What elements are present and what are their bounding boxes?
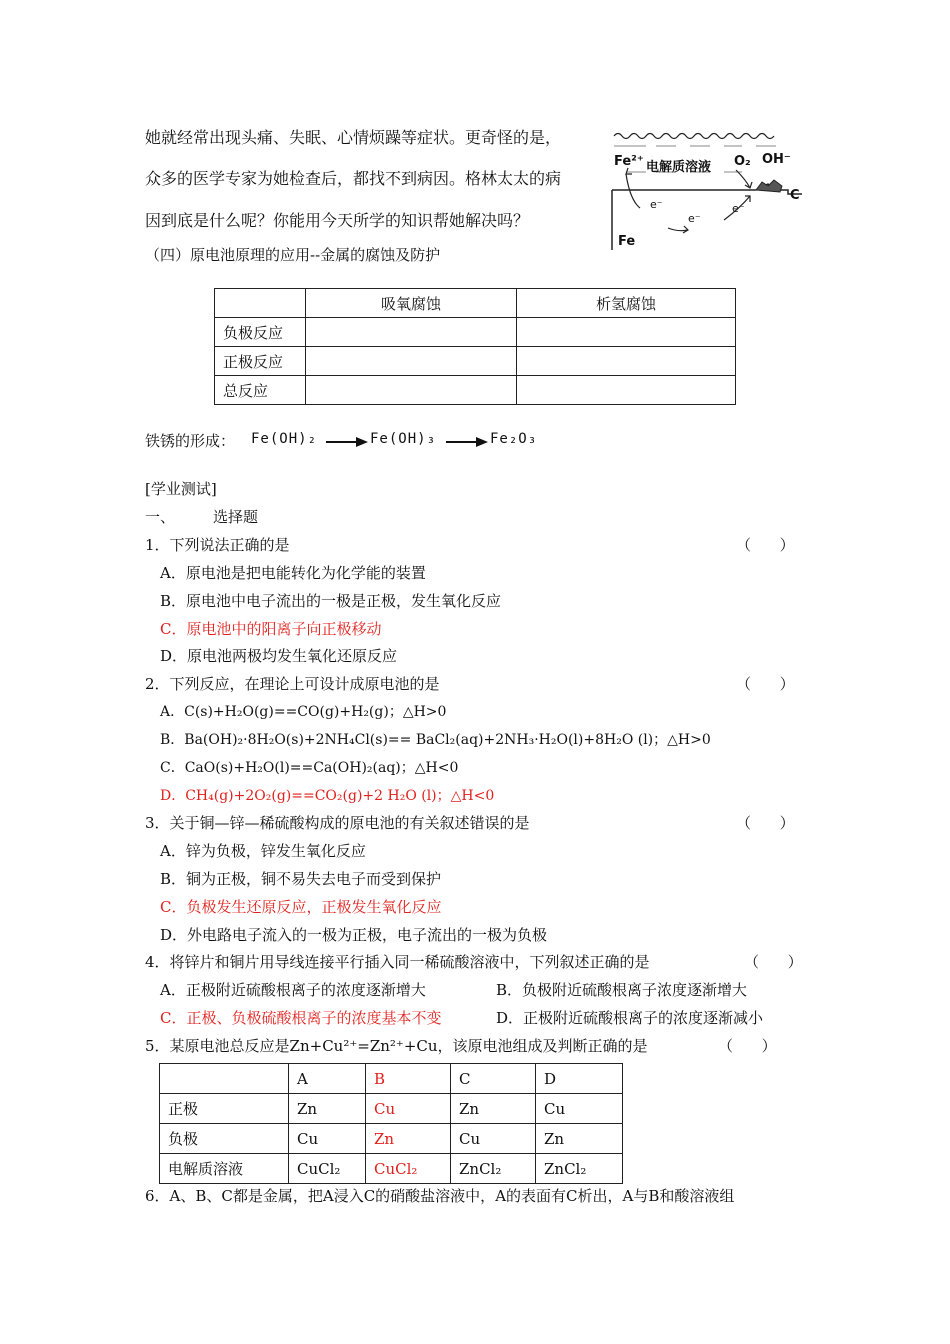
q1-option-b: B．原电池中电子流出的一极是正极，发生氧化反应 — [160, 592, 502, 610]
table-row — [160, 1124, 623, 1154]
table-cell: Cu — [289, 1124, 366, 1154]
table-header-oxygen: 吸氧腐蚀 — [306, 289, 517, 318]
iron-label: Fe — [618, 234, 636, 249]
q5-header-b: B — [366, 1064, 451, 1094]
q5-stem: 5．某原电池总反应是Zn+Cu²⁺=Zn²⁺+Cu，该原电池组成及判断正确的是 — [145, 1037, 648, 1055]
electron-label-2: e⁻ — [688, 212, 701, 225]
table-cell: Zn — [366, 1124, 451, 1154]
q4-answer-blank[interactable]: （ ） — [744, 953, 803, 971]
q3-answer-blank[interactable]: （ ） — [736, 814, 795, 832]
table-cell: CuCl₂ — [366, 1154, 451, 1184]
q3-stem: 3．关于铜—锌—稀硫酸构成的原电池的有关叙述错误的是 — [145, 814, 530, 832]
table-cell — [517, 376, 736, 405]
q4-stem: 4．将锌片和铜片用导线连接平行插入同一稀硫酸溶液中，下列叙述正确的是 — [145, 953, 650, 971]
table-cell: Cu — [366, 1094, 451, 1124]
intro-line-3: 因到底是什么呢？你能用今天所学的知识帮她解决吗？ — [145, 211, 530, 230]
q1-option-a: A．原电池是把电能转化为化学能的装置 — [160, 564, 426, 582]
q5-header-c: C — [451, 1064, 536, 1094]
intro-line-1: 她就经常出现头痛、失眠、心情烦躁等症状。更奇怪的是， — [145, 128, 562, 147]
q5-table — [159, 1063, 623, 1184]
corrosion-table — [214, 288, 736, 405]
table-cell: Zn — [289, 1094, 366, 1124]
rust-label: 铁锈的形成： — [145, 432, 236, 450]
table-row — [160, 1154, 623, 1184]
table-header-hydrogen: 析氢腐蚀 — [517, 289, 736, 318]
row-label-anode: 负极反应 — [215, 318, 306, 347]
section4-title: （四）原电池原理的应用--金属的腐蚀及防护 — [145, 246, 441, 264]
table-cell — [306, 376, 517, 405]
section1-title: 选择题 — [213, 508, 259, 526]
q3-option-a: A．锌为负极，锌发生氧化反应 — [160, 842, 366, 860]
rust-step-1: Fe(OH)₂ — [251, 431, 318, 447]
table-row — [215, 347, 736, 376]
table-cell — [306, 347, 517, 376]
q5-row-label: 负极 — [160, 1124, 289, 1154]
table-cell: ZnCl₂ — [536, 1154, 623, 1184]
o2-label: O₂ — [734, 154, 751, 169]
q3-option-c: C．负极发生还原反应，正极发生氧化反应 — [160, 898, 442, 916]
q2-option-d: D．CH₄(g)+2O₂(g)==CO₂(g)+2 H₂O (l)；△H<0 — [160, 788, 495, 804]
q2-option-c: C．CaO(s)+H₂O(l)==Ca(OH)₂(aq)；△H<0 — [160, 760, 459, 776]
q2-answer-blank[interactable]: （ ） — [736, 675, 795, 693]
q2-option-b: B．Ba(OH)₂·8H₂O(s)+2NH₄Cl(s)== BaCl₂(aq)+2NH₃·H₂O(l)+8H₂O (l)；△H>0 — [160, 732, 711, 748]
q5-header-d: D — [536, 1064, 623, 1094]
q5-row-label: 正极 — [160, 1094, 289, 1124]
section1-number: 一、 — [145, 508, 176, 526]
q5-answer-blank[interactable]: （ ） — [718, 1037, 777, 1055]
q4-option-b: B．负极附近硫酸根离子浓度逐渐增大 — [496, 981, 748, 999]
table-row — [160, 1094, 623, 1124]
intro-line-2: 众多的医学专家为她检查后，都找不到病因。格林太太的病 — [145, 169, 562, 188]
q2-option-a: A．C(s)+H₂O(g)==CO(g)+H₂(g)；△H>0 — [160, 704, 447, 720]
q4-option-d: D．正极附近硫酸根离子的浓度逐渐减小 — [496, 1009, 764, 1027]
oh-label: OH⁻ — [762, 152, 791, 167]
rust-step-2: Fe(OH)₃ — [370, 431, 437, 447]
fe2-label: Fe²⁺ — [614, 154, 644, 169]
q4-option-a: A．正极附近硫酸根离子的浓度逐渐增大 — [160, 981, 426, 999]
q1-stem: 1．下列说法正确的是 — [145, 536, 290, 554]
q6-stem: 6．A、B、C都是金属，把A浸入C的硝酸盐溶液中，A的表面有C析出，A与B和酸溶液组 — [145, 1187, 735, 1205]
corrosion-diagram — [606, 124, 806, 254]
q1-option-d: D．原电池两极均发生氧化还原反应 — [160, 647, 398, 665]
table-cell: ZnCl₂ — [451, 1154, 536, 1184]
table-cell: Cu — [451, 1124, 536, 1154]
q3-option-d: D．外电路电子流入的一极为正极，电子流出的一极为负极 — [160, 926, 548, 944]
test-title: [学业测试] — [145, 480, 217, 498]
table-row — [215, 376, 736, 405]
table-cell — [160, 1064, 289, 1094]
rust-step-3: Fe₂O₃ — [490, 431, 538, 447]
table-row — [215, 318, 736, 347]
q4-option-c: C．正极、负极硫酸根离子的浓度基本不变 — [160, 1009, 442, 1027]
corrosion-diagram-art — [606, 124, 806, 254]
electron-label-1: e⁻ — [650, 198, 663, 211]
q5-header-a: A — [289, 1064, 366, 1094]
table-cell — [517, 347, 736, 376]
electrolyte-label: 电解质溶液 — [646, 160, 712, 175]
table-cell — [306, 318, 517, 347]
q5-row-label: 电解质溶液 — [160, 1154, 289, 1184]
table-cell: Zn — [451, 1094, 536, 1124]
q3-option-b: B．铜为正极，铜不易失去电子而受到保护 — [160, 870, 442, 888]
table-cell — [215, 289, 306, 318]
table-cell: CuCl₂ — [289, 1154, 366, 1184]
q1-answer-blank[interactable]: （ ） — [736, 536, 795, 554]
table-row — [160, 1064, 623, 1094]
carbon-label: C — [790, 188, 800, 203]
arrow-right-icon — [446, 436, 488, 448]
row-label-total: 总反应 — [215, 376, 306, 405]
table-cell — [517, 318, 736, 347]
q1-option-c: C．原电池中的阳离子向正极移动 — [160, 620, 382, 638]
table-cell: Cu — [536, 1094, 623, 1124]
q2-stem: 2．下列反应，在理论上可设计成原电池的是 — [145, 675, 440, 693]
table-row — [215, 289, 736, 318]
electron-label-3: e⁻ — [732, 202, 745, 215]
arrow-right-icon — [326, 436, 368, 448]
row-label-cathode: 正极反应 — [215, 347, 306, 376]
table-cell: Zn — [536, 1124, 623, 1154]
